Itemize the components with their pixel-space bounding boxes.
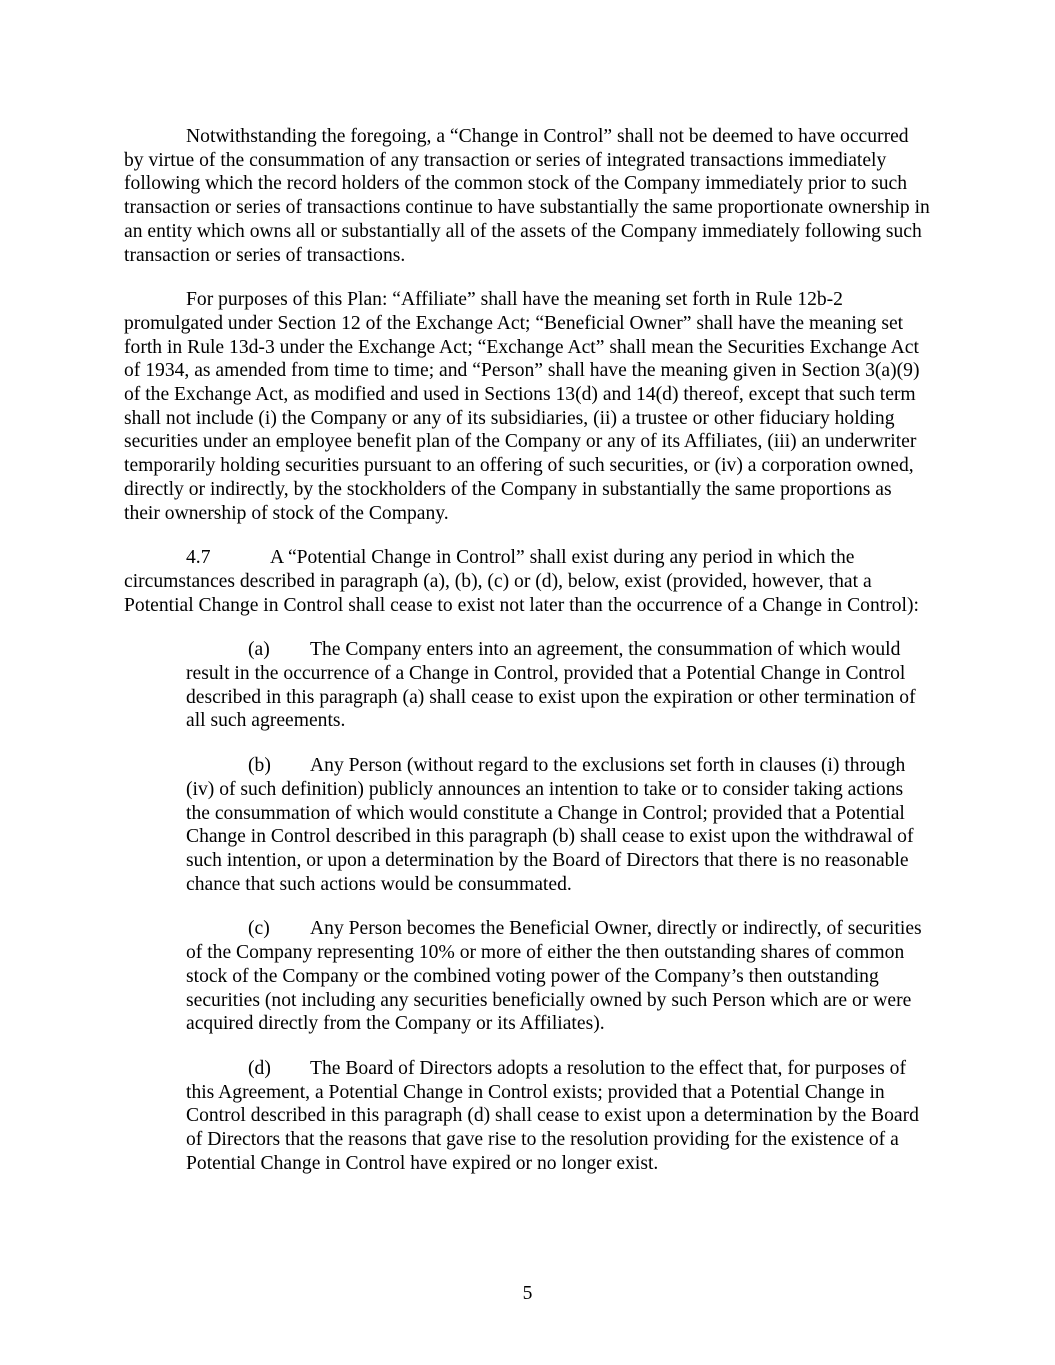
section-text: A “Potential Change in Control” shall exist during any period in which the circumstances described in paragraph (a), (b), (c) or (d), below, exist (provided, however, that a Potential Change in Control shall cease to exist not later than the occurrence of a Change in Control): <box>124 547 919 616</box>
paragraph-change-in-control-exception <box>124 125 930 267</box>
subparagraph-c <box>186 917 930 1036</box>
subparagraph-text: The Company enters into an agreement, the consummation of which would result in the occurrence of a Change in Control, provided that a Potential Change in Control described in this paragraph (a) shall cease to exist upon the expiration or other termination of all such agreements. <box>186 639 916 732</box>
subparagraph-text: Any Person (without regard to the exclusions set forth in clauses (i) through (iv) of such definition) publicly announces an intention to take or to consider taking actions the consummation of which would constitute a Change in Control; provided that a Potential Change in Control described in this paragraph (b) shall cease to exist upon the withdrawal of such intention, or upon a determination by the Board of Directors that there is no reasonable chance that such actions would be consummated. <box>186 755 914 895</box>
page-number: 5 <box>522 1283 533 1304</box>
paragraph-definitions <box>124 288 930 525</box>
subparagraph-label: (c) <box>248 918 270 940</box>
paragraph-text: For purposes of this Plan: “Affiliate” shall have the meaning set forth in Rule 12b-2 promulgated under Section 12 of the Exchange Act; “Beneficial Owner” shall have the meaning set forth in Rule 13d-3 under the Exchange Act; “Exchange Act” shall mean the Securities Exchange Act of 1934, as amended from time to time; and “Person” shall have the meaning given in Section 3(a)(9) of the Exchange Act, as modified and used in Sections 13(d) and 14(d) thereof, except that such term shall not include (i) the Company or any of its subsidiaries, (ii) a trustee or other fiduciary holding securities under an employee benefit plan of the Company or any of its Affiliates, (iii) an underwriter temporarily holding securities pursuant to an offering of such securities, or (iv) a corporation owned, directly or indirectly, by the stockholders of the Company in substantially the same proportions as their ownership of stock of the Company. <box>124 289 920 524</box>
subparagraph-label: (b) <box>248 755 271 777</box>
section-number: 4.7 <box>186 547 211 569</box>
section-4-7 <box>124 546 930 617</box>
subparagraph-label: (a) <box>248 639 270 661</box>
paragraph-text: Notwithstanding the foregoing, a “Change in Control” shall not be deemed to have occurred by virtue of the consummation of any transaction or series of integrated transactions immediately following which the record holders of the common stock of the Company immediately prior to such transaction or series of transactions continue to have substantially the same proportionate ownership in an entity which owns all or substantially all of the assets of the Company immediately following such transaction or series of transactions. <box>124 126 930 266</box>
subparagraph-a <box>186 638 930 733</box>
subparagraph-text: The Board of Directors adopts a resolution to the effect that, for purposes of this Agreement, a Potential Change in Control exists; provided that a Potential Change in Control described in this paragraph (d) shall cease to exist upon a determination by the Board of Directors that the reasons that gave rise to the resolution providing for the existence of a Potential Change in Control have expired or no longer exist. <box>186 1057 919 1174</box>
document-body <box>124 125 930 1196</box>
subparagraph-d <box>186 1057 930 1176</box>
subparagraph-text: Any Person becomes the Beneficial Owner, directly or indirectly, of securities of the Company representing 10% or more of either the then outstanding shares of common stock of the Company or the combined voting power of the Company’s then outstanding securities (not including any securities beneficially owned by such Person which are or were acquired directly from the Company or its Affiliates). <box>186 918 922 1035</box>
subparagraph-label: (d) <box>248 1057 271 1079</box>
subparagraph-b <box>186 754 930 896</box>
